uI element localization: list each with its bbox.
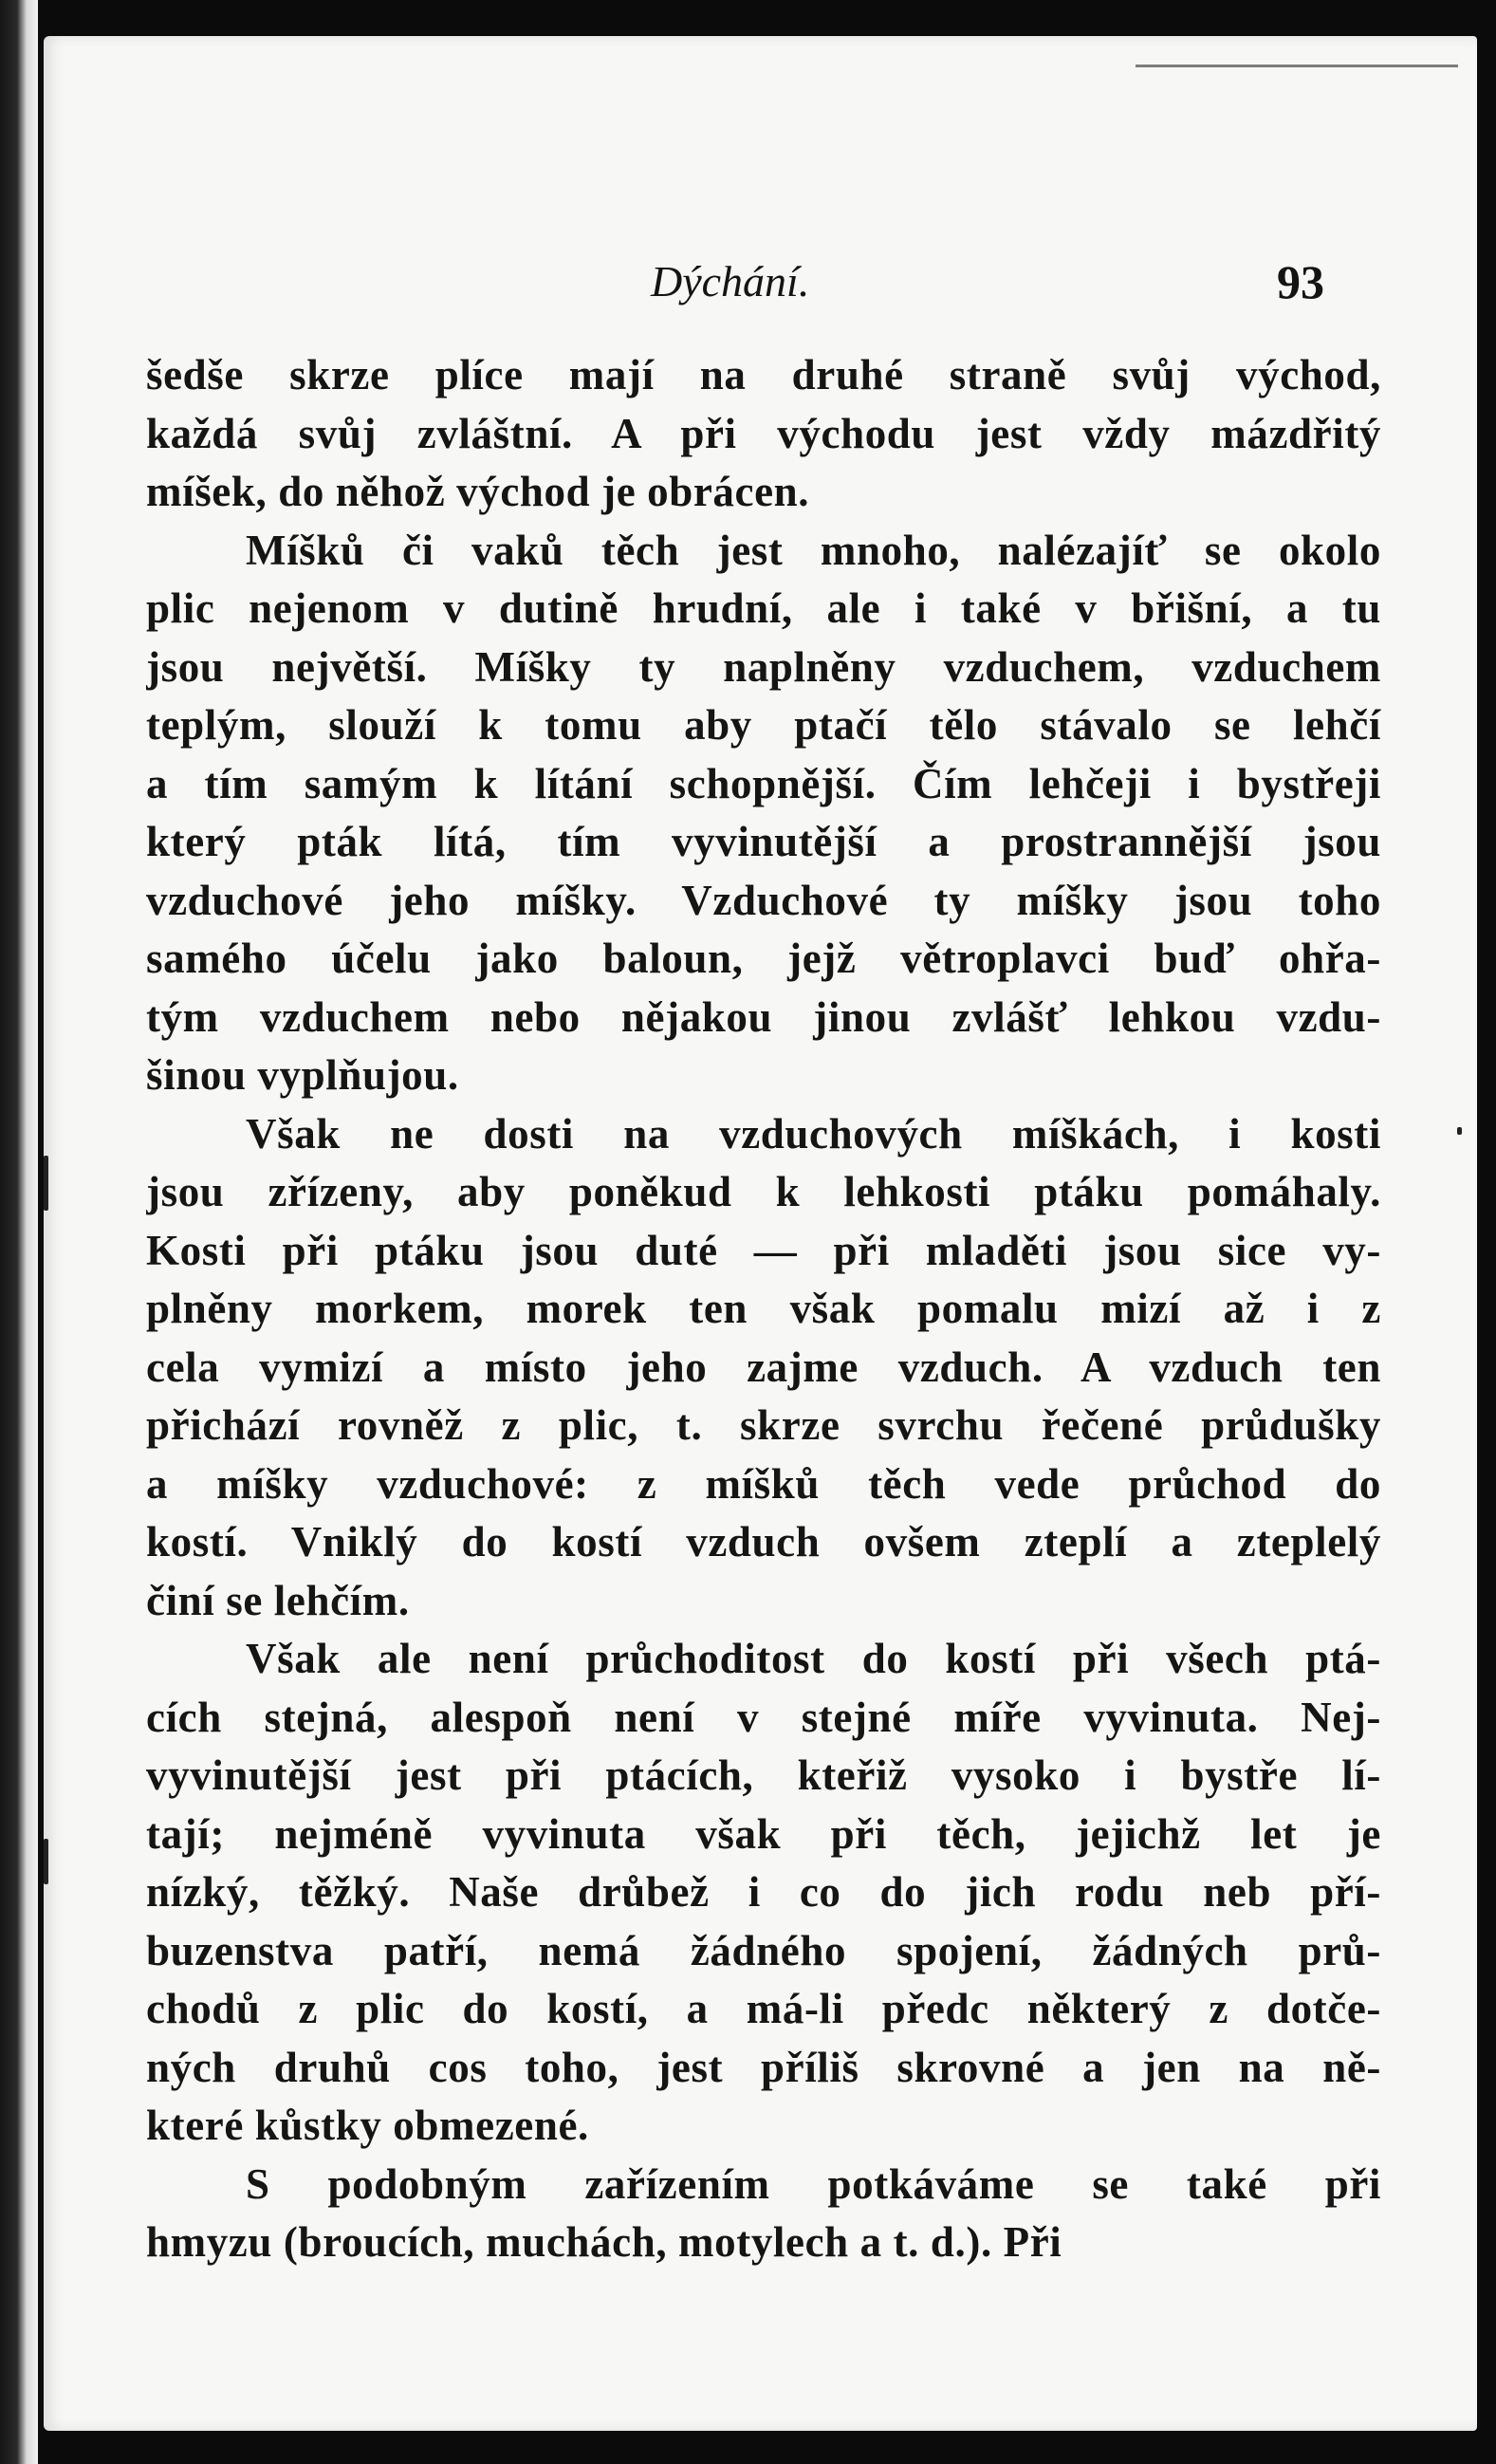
text-line: a míšky vzduchové: z míšků těch vede průchod do <box>146 1459 1381 1508</box>
running-head <box>44 249 1477 315</box>
text-line: činí se lehčím. <box>146 1576 410 1624</box>
margin-mark <box>44 1156 48 1211</box>
text-line: nízký, těžký. Naše drůbež i co do jich rodu neb pří- <box>146 1868 1381 1916</box>
paragraph <box>146 1630 1381 2156</box>
text-line: Však ne dosti na vzduchových míškách, i kosti <box>246 1109 1381 1158</box>
page-sheet <box>44 36 1477 2431</box>
running-title: Dýchání. <box>651 257 810 306</box>
text-line: tým vzduchem nebo nějakou jinou zvlášť lehkou vzdu- <box>146 992 1381 1041</box>
paragraph <box>146 522 1381 1105</box>
text-line: vyvinutější jest při ptácích, kteřiž vysoko i bystře lí- <box>146 1751 1381 1799</box>
text-line: cích stejná, alespoň není v stejné míře vyvinuta. Nej- <box>146 1693 1381 1741</box>
text-line: teplým, slouží k tomu aby ptačí tělo stávalo se lehčí <box>146 701 1381 749</box>
margin-mark <box>1457 1127 1462 1135</box>
text-line: vzduchové jeho míšky. Vzduchové ty míšky jsou toho <box>146 876 1381 924</box>
text-line: šinou vyplňujou. <box>146 1051 459 1099</box>
text-line: ných druhů cos toho, jest příliš skrovné a jen na ně- <box>146 2043 1381 2091</box>
text-line: S podobným zařízením potkáváme se také při <box>246 2159 1381 2208</box>
text-line: jsou zřízeny, aby poněkud k lehkosti ptáku pomáhaly. <box>146 1168 1381 1215</box>
text-line: chodů z plic do kostí, a má-li předc některý z dotče- <box>146 1985 1381 2032</box>
text-line: plic nejenom v dutině hrudní, ale i také v břišní, a tu <box>146 584 1381 632</box>
text-line: Kosti při ptáku jsou duté — při mladěti jsou sice vy- <box>146 1226 1381 1274</box>
paragraph <box>146 346 1381 522</box>
text-line: tají; nejméně vyvinuta však při těch, jejichž let je <box>146 1809 1381 1858</box>
text-line: který pták lítá, tím vyvinutější a prostrannější jsou <box>146 818 1381 865</box>
body-text <box>146 346 1381 2272</box>
text-line: samého účelu jako baloun, jejž větroplavci buď ohřa- <box>146 935 1381 982</box>
text-line: plněny morkem, morek ten však pomalu mizí až i z <box>146 1285 1381 1332</box>
text-line: Však ale není průchoditost do kostí při všech ptá- <box>246 1635 1381 1682</box>
left-page-edge <box>0 0 38 2464</box>
page-number: 93 <box>1277 255 1324 308</box>
text-line: šedše skrze plíce mají na druhé straně svůj východ, <box>146 351 1381 398</box>
text-line: kostí. Vniklý do kostí vzduch ovšem zteplí a zteplelý <box>146 1518 1381 1565</box>
text-line: míšek, do něhož východ je obrácen. <box>146 468 810 515</box>
text-line: přichází rovněž z plic, t. skrze svrchu řečené průdušky <box>146 1401 1381 1449</box>
text-line: které kůstky obmezené. <box>146 2102 589 2149</box>
text-line: jsou největší. Míšky ty naplněny vzduchem, vzduchem <box>146 642 1381 691</box>
text-line: Míšků či vaků těch jest mnoho, nalézajíť se okolo <box>246 526 1381 574</box>
top-rule-line <box>1136 65 1458 67</box>
margin-mark <box>44 1839 48 1884</box>
paragraph <box>146 2156 1381 2272</box>
text-line: hmyzu (broucích, muchách, motylech a t. d.). Při <box>146 2218 1062 2266</box>
text-line: buzenstva patří, nemá žádného spojení, žádných prů- <box>146 1926 1381 1974</box>
text-line: cela vymizí a místo jeho zajme vzduch. A vzduch ten <box>146 1343 1381 1391</box>
paragraph <box>146 1105 1381 1631</box>
text-line: každá svůj zvláštní. A při východu jest vždy mázdřitý <box>146 409 1381 457</box>
text-line: a tím samým k lítání schopnější. Čím lehčeji i bystřeji <box>146 759 1381 807</box>
